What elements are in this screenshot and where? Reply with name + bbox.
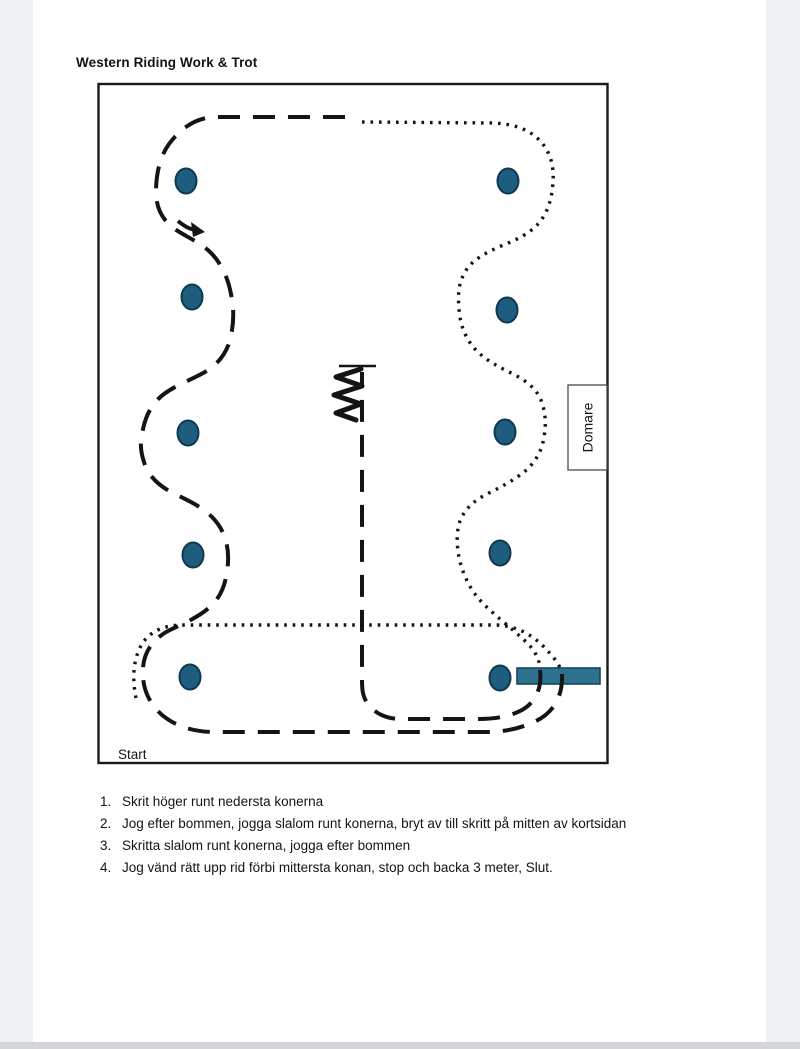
- instruction-item: [100, 813, 780, 835]
- instruction-number: 1.: [100, 794, 112, 809]
- instruction-text: Skritta slalom runt konerna, jogga efter bommen: [122, 838, 411, 853]
- instruction-text: Jog efter bommen, jogga slalom runt konerna, bryt av till skritt på mitten av kortsidan: [122, 816, 627, 831]
- cone-right-3: [495, 420, 516, 445]
- instruction-number: 3.: [100, 838, 112, 853]
- cone-left-2: [182, 285, 203, 310]
- walk-path-right-slalom: [362, 122, 553, 667]
- instruction-item: [100, 791, 780, 813]
- direction-arrow-icon: [191, 222, 205, 237]
- cone-right-5: [490, 666, 511, 691]
- instruction-list: [100, 791, 780, 879]
- cone-left-5: [180, 665, 201, 690]
- cone-right-2: [497, 298, 518, 323]
- cone-right-4: [490, 541, 511, 566]
- instruction-number: 4.: [100, 860, 112, 875]
- cone-left-4: [183, 543, 204, 568]
- document-page: [33, 0, 766, 1042]
- backup-zigzag: [334, 369, 362, 420]
- page-title: Western Riding Work & Trot: [76, 55, 258, 70]
- instruction-item: [100, 835, 780, 857]
- instruction-text: Jog vänd rätt upp rid förbi mittersta konan, stop och backa 3 meter, Slut.: [122, 860, 553, 875]
- instruction-item: [100, 857, 780, 879]
- arena-border: [99, 84, 608, 763]
- instruction-number: 2.: [100, 816, 112, 831]
- judge-box-label: Domare: [579, 402, 596, 453]
- cone-right-1: [498, 169, 519, 194]
- instruction-text: Skrit höger runt nedersta konerna: [122, 794, 324, 809]
- ground-pole: [517, 668, 600, 684]
- start-label: Start: [118, 747, 147, 762]
- cone-left-1: [176, 169, 197, 194]
- cone-left-3: [178, 421, 199, 446]
- pattern-diagram: [88, 70, 618, 770]
- page-edge-shadow: [0, 1042, 800, 1049]
